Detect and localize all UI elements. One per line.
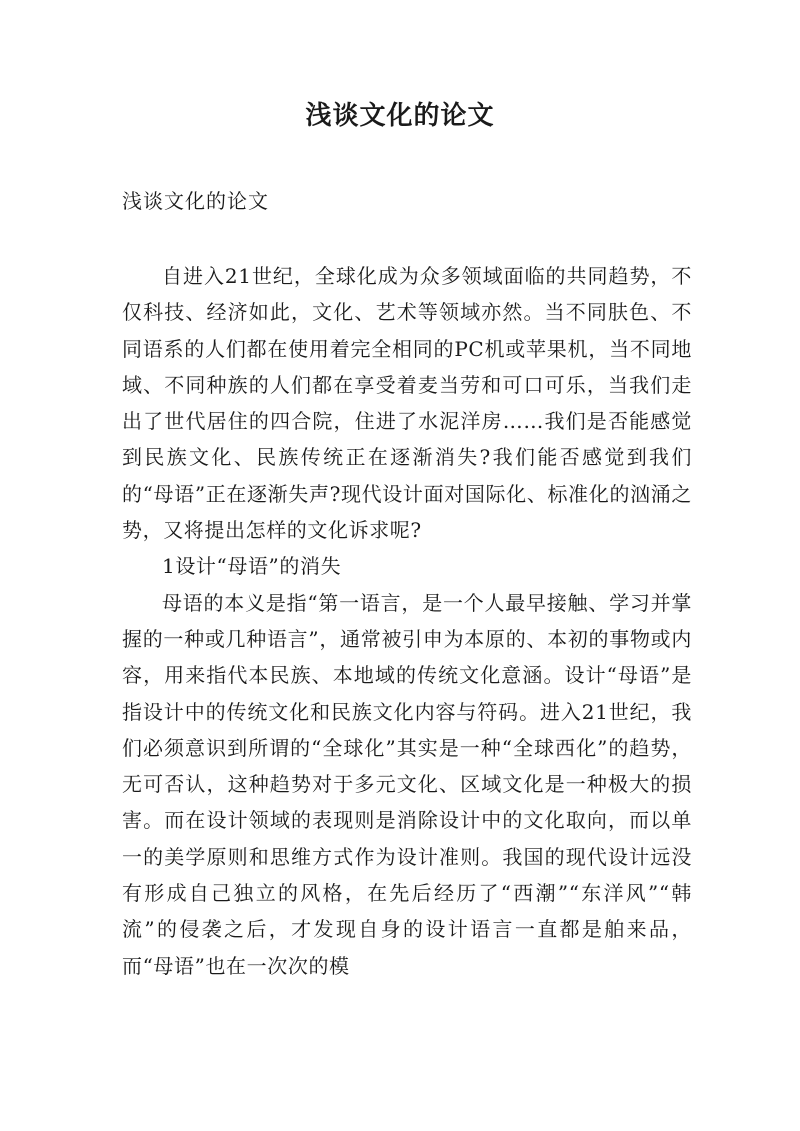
paragraph-intro: 自进入21世纪，全球化成为众多领域面临的共同趋势，不仅科技、经济如此，文化、艺术等领域亦然。当不同肤色、不同语系的人们都在使用着完全相同的PC机或苹果机，当不同地域、不同种族的人们都在享受着麦当劳和可口可乐，当我们走出了世代居住的四合院，住进了水泥洋房……我们是否能感觉到民族文化、民族传统正在逐渐消失?我们能否感觉到我们的“母语”正在逐渐失声?现代设计面对国际化、标准化的汹涌之势，又将提出怎样的文化诉求呢? [122, 264, 692, 543]
document-body [122, 258, 692, 984]
section-heading: 1设计“母语”的消失 [162, 554, 342, 579]
paragraph-section-1: 母语的本义是指“第一语言，是一个人最早接触、学习并掌握的一种或几种语言”，通常被引申为本原的、本初的事物或内容，用来指代本民族、本地域的传统文化意涵。设计“母语”是指设计中的传统文化和民族文化内容与符码。进入21世纪，我们必须意识到所谓的“全球化”其实是一种“全球西化”的趋势，无可否认，这种趋势对于多元文化、区域文化是一种极大的损害。而在设计领域的表现则是消除设计中的文化取向，而以单一的美学原则和思维方式作为设计准则。我国的现代设计远没有形成自己独立的风格，在先后经历了“西潮”“东洋风”“韩流”的侵袭之后，才发现自身的设计语言一直都是舶来品，而“母语”也在一次次的模 [122, 590, 692, 978]
document-title: 浅谈文化的论文 [305, 101, 495, 131]
document-subtitle: 浅谈文化的论文 [122, 189, 269, 213]
